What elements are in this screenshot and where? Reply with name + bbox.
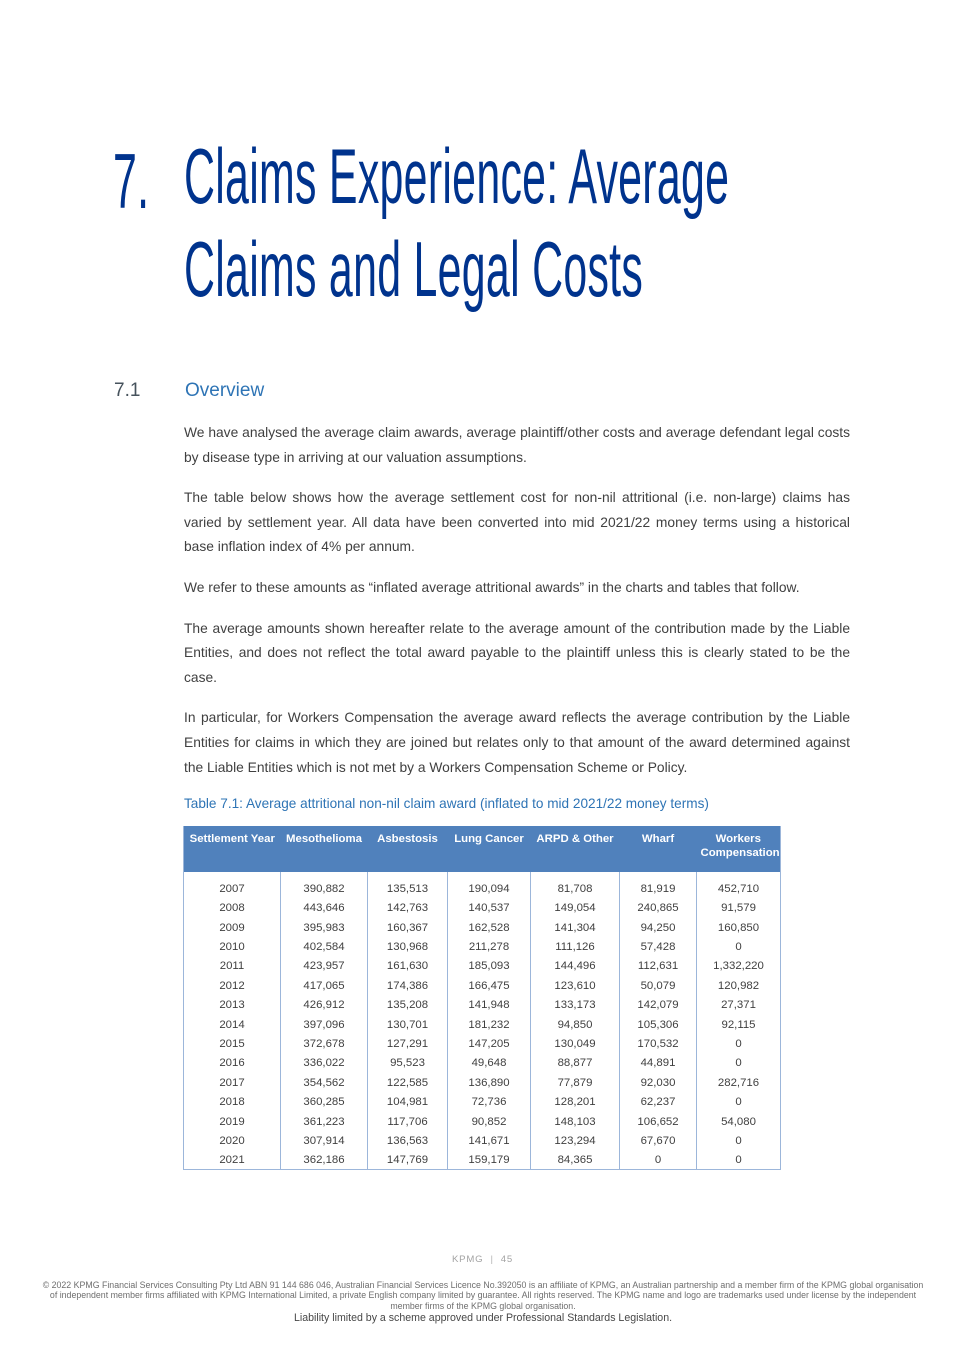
chapter-title bbox=[184, 132, 965, 322]
table-cell: 162,528 bbox=[448, 918, 531, 937]
table-cell: 0 bbox=[697, 1092, 781, 1111]
table-cell: 136,890 bbox=[448, 1073, 531, 1092]
table-cell: 360,285 bbox=[281, 1092, 368, 1111]
table-cell: 90,852 bbox=[448, 1112, 531, 1131]
table-cell: 147,205 bbox=[448, 1034, 531, 1053]
table-cell: 2020 bbox=[219, 1134, 245, 1147]
table-cell: 2008 bbox=[219, 902, 245, 915]
table-cell: 336,022 bbox=[281, 1054, 368, 1073]
section-body bbox=[184, 421, 850, 1170]
table-cell: 160,850 bbox=[697, 918, 781, 937]
paragraph-1: We have analysed the average claim awards, average plaintiff/other costs and average defendant legal costs by disease type in arriving at our valuation assumptions. bbox=[184, 425, 850, 465]
table-cell: 117,706 bbox=[368, 1112, 448, 1131]
table-cell: 2012 bbox=[219, 979, 245, 992]
table-cell: 390,882 bbox=[281, 879, 368, 898]
table-cell: 395,983 bbox=[281, 918, 368, 937]
table-cell: 130,049 bbox=[531, 1034, 620, 1053]
table-cell: 105,306 bbox=[620, 1015, 697, 1034]
table-cell: 0 bbox=[697, 1131, 781, 1150]
footer-page-number: 45 bbox=[500, 1254, 514, 1265]
section-number: 7.1 bbox=[114, 380, 141, 401]
table-cell: 88,877 bbox=[531, 1054, 620, 1073]
table-cell: 147,769 bbox=[368, 1151, 448, 1170]
table-cell: 62,237 bbox=[620, 1092, 697, 1111]
table-cell: 361,223 bbox=[281, 1112, 368, 1131]
table-cell: 127,291 bbox=[368, 1034, 448, 1053]
table-cell: 170,532 bbox=[620, 1034, 697, 1053]
column-header: Mesothelioma bbox=[281, 826, 368, 872]
table-row bbox=[184, 937, 781, 956]
table-cell: 84,365 bbox=[531, 1151, 620, 1170]
table-cell: 104,981 bbox=[368, 1092, 448, 1111]
chapter-number bbox=[113, 136, 179, 227]
table-cell: 160,367 bbox=[368, 918, 448, 937]
chapter-number-text: 7. bbox=[113, 137, 150, 225]
table-cell: 49,648 bbox=[448, 1054, 531, 1073]
table-cell: 67,670 bbox=[620, 1131, 697, 1150]
page-footer bbox=[0, 1254, 965, 1265]
claims-table-header bbox=[184, 826, 781, 872]
table-cell: 1,332,220 bbox=[697, 957, 781, 976]
footer-liability-text: Liability limited by a scheme approved under Professional Standards Legislation. bbox=[293, 1312, 673, 1324]
table-cell: 211,278 bbox=[448, 937, 531, 956]
table-cell: 2021 bbox=[219, 1154, 245, 1167]
table-cell: 426,912 bbox=[281, 995, 368, 1014]
table-cell: 130,968 bbox=[368, 937, 448, 956]
table-cell: 2013 bbox=[219, 999, 245, 1012]
paragraph-3: We refer to these amounts as “inflated average attritional awards” in the charts and tables that follow. bbox=[184, 579, 800, 595]
table-cell: 140,537 bbox=[448, 899, 531, 918]
column-header: Workers Compensation bbox=[697, 826, 781, 872]
table-cell: 190,094 bbox=[448, 879, 531, 898]
table-cell: 2016 bbox=[219, 1057, 245, 1070]
table-cell: 354,562 bbox=[281, 1073, 368, 1092]
spacer-row bbox=[184, 872, 781, 879]
table-cell: 92,115 bbox=[697, 1015, 781, 1034]
footer-divider: | bbox=[490, 1254, 494, 1265]
table-row bbox=[184, 899, 781, 918]
column-header: Lung Cancer bbox=[448, 826, 531, 872]
table-row bbox=[184, 1151, 781, 1170]
table-row bbox=[184, 879, 781, 898]
table-cell: 123,294 bbox=[531, 1131, 620, 1150]
table-row bbox=[184, 1073, 781, 1092]
table-cell: 181,232 bbox=[448, 1015, 531, 1034]
table-cell: 135,513 bbox=[368, 879, 448, 898]
table-cell: 2011 bbox=[219, 960, 245, 973]
table-cell: 362,186 bbox=[281, 1151, 368, 1170]
section-title: Overview bbox=[185, 380, 265, 401]
claims-table bbox=[183, 826, 781, 1170]
table-row bbox=[184, 957, 781, 976]
footer-legal-text: © 2022 KPMG Financial Services Consulting Pty Ltd ABN 91 144 686 046, Australian Financial Services Licence No.392050 is an affiliate of KPMG, an Australian partnership and a member firm of the KPMG global organisation of independent member firms affiliated with KPMG International Limited, a private English company limited by guarantee. All rights reserved. The KPMG name and logo are trademarks used under license by the independent member firms of the KPMG global organisation. bbox=[42, 1280, 924, 1311]
column-header: Wharf bbox=[620, 826, 697, 872]
table-cell: 240,865 bbox=[620, 899, 697, 918]
table-cell: 0 bbox=[697, 1054, 781, 1073]
table-cell: 149,054 bbox=[531, 899, 620, 918]
table-cell: 402,584 bbox=[281, 937, 368, 956]
table-cell: 2010 bbox=[219, 940, 245, 953]
table-cell: 443,646 bbox=[281, 899, 368, 918]
table-cell: 141,304 bbox=[531, 918, 620, 937]
table-cell: 111,126 bbox=[531, 937, 620, 956]
table-cell: 159,179 bbox=[448, 1151, 531, 1170]
table-cell: 135,208 bbox=[368, 995, 448, 1014]
table-cell: 148,103 bbox=[531, 1112, 620, 1131]
table-cell: 0 bbox=[697, 1034, 781, 1053]
table-cell: 136,563 bbox=[368, 1131, 448, 1150]
table-cell: 112,631 bbox=[620, 957, 697, 976]
table-cell: 0 bbox=[697, 937, 781, 956]
table-cell: 307,914 bbox=[281, 1131, 368, 1150]
table-row bbox=[184, 1112, 781, 1131]
table-cell: 185,093 bbox=[448, 957, 531, 976]
table-cell: 397,096 bbox=[281, 1015, 368, 1034]
column-header: ARPD & Other bbox=[531, 826, 620, 872]
table-cell: 0 bbox=[620, 1151, 697, 1170]
table-cell: 2007 bbox=[219, 882, 245, 895]
footer-brand-text: KPMG bbox=[451, 1254, 484, 1265]
table-cell: 81,708 bbox=[531, 879, 620, 898]
table-cell: 133,173 bbox=[531, 995, 620, 1014]
table-cell: 2017 bbox=[219, 1076, 245, 1089]
table-cell: 452,710 bbox=[697, 879, 781, 898]
table-cell: 128,201 bbox=[531, 1092, 620, 1111]
table-cell: 94,250 bbox=[620, 918, 697, 937]
table-cell: 166,475 bbox=[448, 976, 531, 995]
table-cell: 106,652 bbox=[620, 1112, 697, 1131]
table-cell: 2014 bbox=[219, 1018, 245, 1031]
table-cell: 141,671 bbox=[448, 1131, 531, 1150]
table-row bbox=[184, 1015, 781, 1034]
paragraph-5: In particular, for Workers Compensation the average award reflects the average contribution by the Liable Entities for claims in which they are joined but relates only to that amount of the award determined against the Liable Entities which is not met by a Workers Compensation Scheme or Policy. bbox=[184, 710, 850, 775]
table-cell: 142,763 bbox=[368, 899, 448, 918]
table-cell: 72,736 bbox=[448, 1092, 531, 1111]
table-cell: 161,630 bbox=[368, 957, 448, 976]
paragraph-2: The table below shows how the average settlement cost for non-nil attritional (i.e. non-large) claims has varied by settlement year. All data have been converted into mid 2021/22 money terms using a historical base inflation index of 4% per annum. bbox=[184, 490, 850, 555]
table-cell: 130,701 bbox=[368, 1015, 448, 1034]
table-cell: 91,579 bbox=[697, 899, 781, 918]
table-cell: 282,716 bbox=[697, 1073, 781, 1092]
table-row bbox=[184, 1092, 781, 1111]
column-header: Settlement Year bbox=[184, 826, 281, 872]
table-cell: 44,891 bbox=[620, 1054, 697, 1073]
table-row bbox=[184, 1034, 781, 1053]
paragraph-4: The average amounts shown hereafter relate to the average amount of the contribution made by the Liable Entities, and does not reflect the total award payable to the plaintiff unless this is clearly stated to be the case. bbox=[184, 620, 850, 685]
table-cell: 141,948 bbox=[448, 995, 531, 1014]
table-cell: 174,386 bbox=[368, 976, 448, 995]
column-header: Asbestosis bbox=[368, 826, 448, 872]
table-cell: 2018 bbox=[219, 1096, 245, 1109]
table-cell: 0 bbox=[697, 1151, 781, 1170]
table-cell: 417,065 bbox=[281, 976, 368, 995]
table-cell: 144,496 bbox=[531, 957, 620, 976]
table-cell: 27,371 bbox=[697, 995, 781, 1014]
table-cell: 54,080 bbox=[697, 1112, 781, 1131]
table-cell: 2019 bbox=[219, 1115, 245, 1128]
table-cell: 57,428 bbox=[620, 937, 697, 956]
table-cell: 2009 bbox=[219, 921, 245, 934]
table-cell: 372,678 bbox=[281, 1034, 368, 1053]
table-row bbox=[184, 918, 781, 937]
table-cell: 123,610 bbox=[531, 976, 620, 995]
table-cell: 95,523 bbox=[368, 1054, 448, 1073]
table-row bbox=[184, 976, 781, 995]
table-caption: Table 7.1: Average attritional non-nil claim award (inflated to mid 2021/22 money terms) bbox=[184, 796, 709, 812]
table-cell: 122,585 bbox=[368, 1073, 448, 1092]
table-cell: 120,982 bbox=[697, 976, 781, 995]
chapter-title-line1: Claims Experience: Average bbox=[184, 132, 730, 220]
table-cell: 423,957 bbox=[281, 957, 368, 976]
table-cell: 50,079 bbox=[620, 976, 697, 995]
table-cell: 81,919 bbox=[620, 879, 697, 898]
table-cell: 142,079 bbox=[620, 995, 697, 1014]
chapter-title-line2: Claims and Legal Costs bbox=[184, 225, 644, 313]
table-cell: 94,850 bbox=[531, 1015, 620, 1034]
table-row bbox=[184, 1054, 781, 1073]
table-row bbox=[184, 1131, 781, 1150]
table-cell: 2015 bbox=[219, 1037, 245, 1050]
table-cell: 77,879 bbox=[531, 1073, 620, 1092]
table-cell: 92,030 bbox=[620, 1073, 697, 1092]
table-row bbox=[184, 995, 781, 1014]
